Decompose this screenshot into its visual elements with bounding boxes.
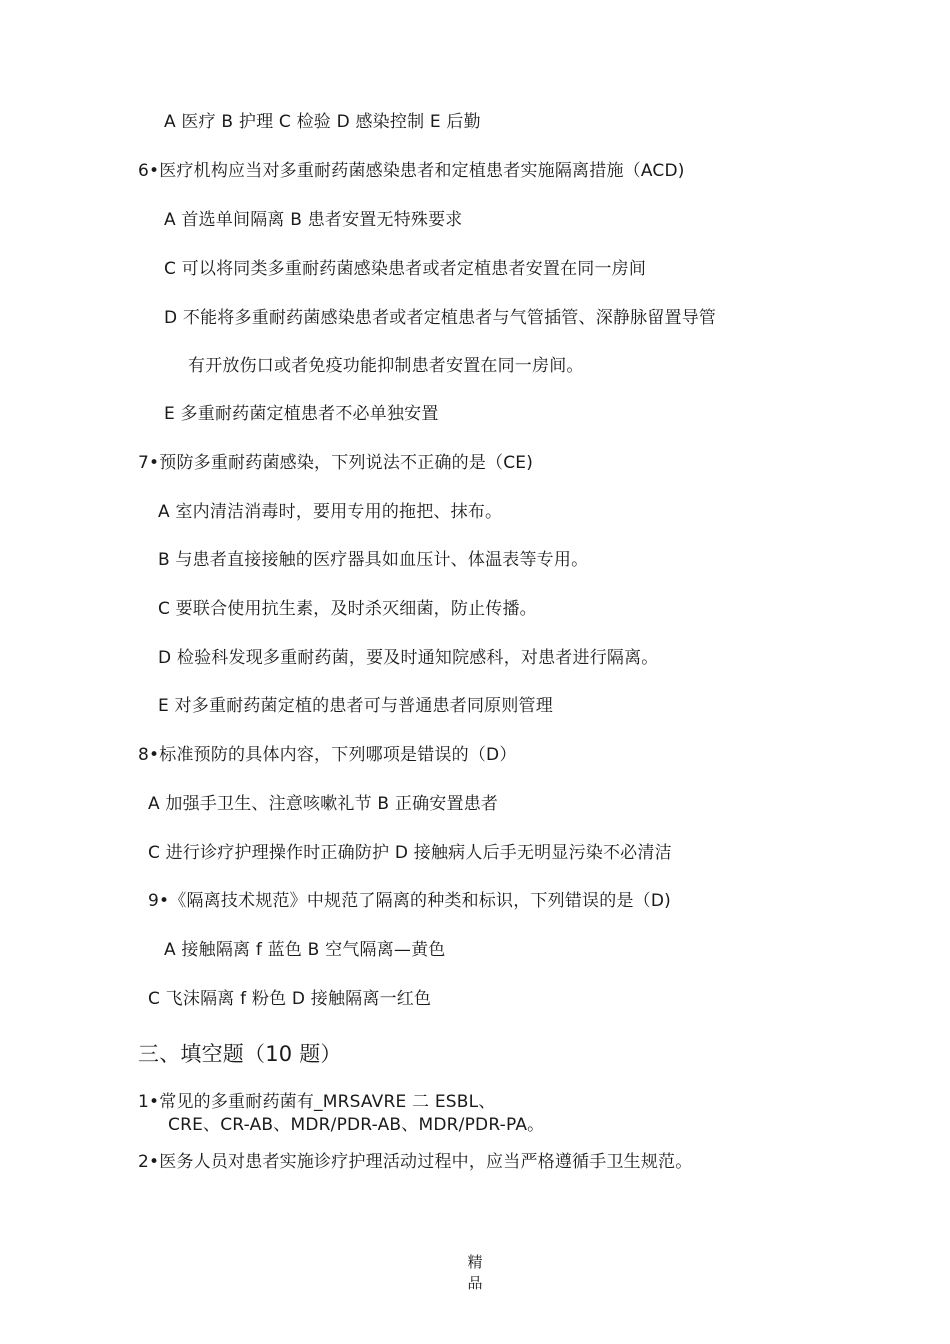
question-6-option-c: C 可以将同类多重耐药菌感染患者或者定植患者安置在同一房间 bbox=[164, 259, 647, 279]
question-6-option-e: E 多重耐药菌定植患者不必单独安置 bbox=[164, 404, 439, 424]
question-7-option-d: D 检验科发现多重耐药菌，要及时通知院感科，对患者进行隔离。 bbox=[158, 648, 659, 668]
question-8-stem: 8•标准预防的具体内容，下列哪项是错误的（D） bbox=[138, 745, 517, 765]
question-6-stem: 6•医疗机构应当对多重耐药菌感染患者和定植患者实施隔离措施（ACD) bbox=[138, 161, 685, 181]
question-7-option-c: C 要联合使用抗生素，及时杀灭细菌，防止传播。 bbox=[158, 599, 537, 619]
question-9-stem: 9•《隔离技术规范》中规范了隔离的种类和标识，下列错误的是（D) bbox=[148, 891, 671, 911]
question-7-option-e: E 对多重耐药菌定植的患者可与普通患者同原则管理 bbox=[158, 696, 553, 716]
question-7-option-a: A 室内清洁消毒时，要用专用的拖把、抹布。 bbox=[158, 502, 503, 522]
question-8-option-ab: A 加强手卫生、注意咳嗽礼节 B 正确安置患者 bbox=[148, 794, 499, 814]
question-7-stem: 7•预防多重耐药菌感染，下列说法不正确的是（CE) bbox=[138, 453, 534, 473]
question-9-option-cd: C 飞沫隔离 f 粉色 D 接触隔离一红色 bbox=[148, 989, 432, 1009]
fill-in-question-1-continued: CRE、CR-AB、MDR/PDR-AB、MDR/PDR-PA。 bbox=[168, 1115, 545, 1135]
page-footer: 精品 bbox=[467, 1253, 483, 1292]
question-5-options: A 医疗 B 护理 C 检验 D 感染控制 E 后勤 bbox=[164, 112, 481, 132]
question-9-option-ab: A 接触隔离 f 蓝色 B 空气隔离—黄色 bbox=[164, 940, 446, 960]
fill-in-question-1: 1•常见的多重耐药菌有_MRSAVRE 二 ESBL、 bbox=[138, 1092, 496, 1112]
question-6-option-d: D 不能将多重耐药菌感染患者或者定植患者与气管插管、深静脉留置导管 bbox=[164, 308, 717, 328]
section-heading: 三、填空题（10 题） bbox=[138, 1042, 342, 1066]
question-6-option-ab: A 首选单间隔离 B 患者安置无特殊要求 bbox=[164, 210, 463, 230]
question-8-option-cd: C 进行诊疗护理操作时正确防护 D 接触病人后手无明显污染不必清洁 bbox=[148, 843, 672, 863]
question-6-option-d-continued: 有开放伤口或者免疫功能抑制患者安置在同一房间。 bbox=[188, 356, 584, 376]
fill-in-question-2: 2•医务人员对患者实施诊疗护理活动过程中，应当严格遵循手卫生规范。 bbox=[138, 1152, 693, 1172]
question-7-option-b: B 与患者直接接触的医疗器具如血压计、体温表等专用。 bbox=[158, 550, 589, 570]
